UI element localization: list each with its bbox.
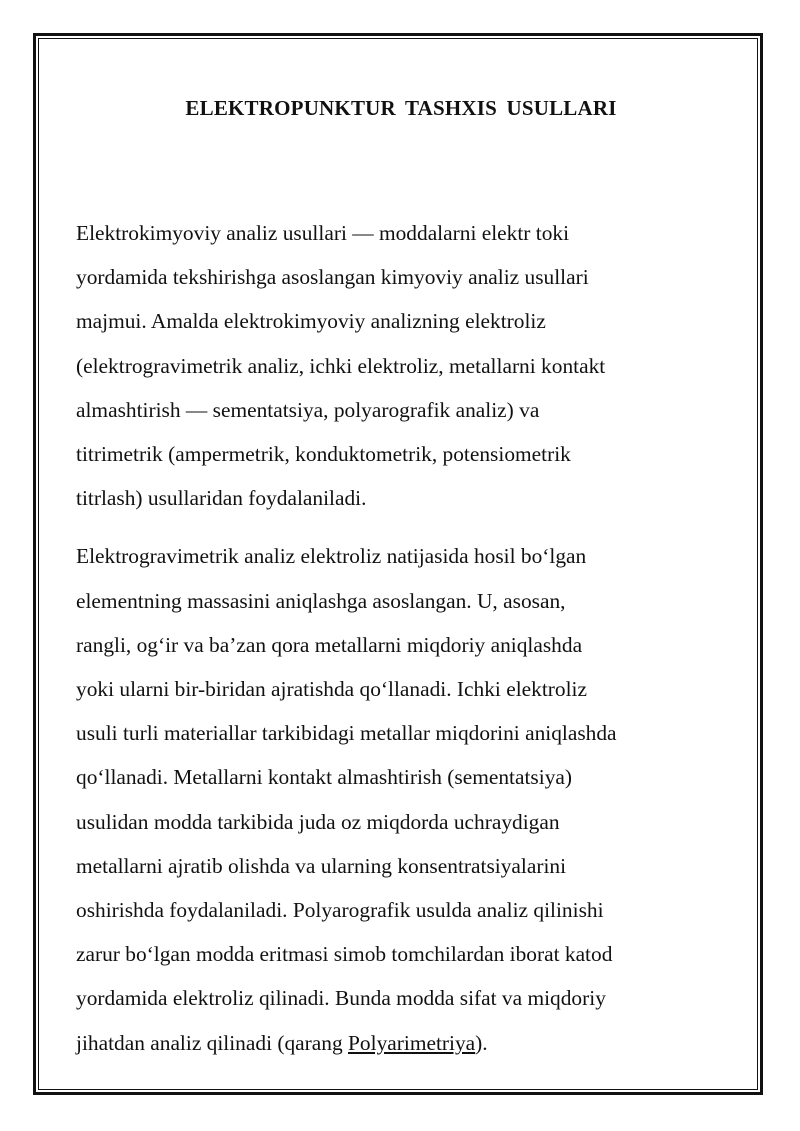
text-line: majmui. Amalda elektrokimyoviy analizning elektroliz [76, 309, 546, 334]
text-line: titrlash) usullaridan foydalaniladi. [76, 486, 367, 511]
last-line-suffix: ). [475, 1030, 488, 1055]
polyarimetriya-link[interactable]: Polyarimetriya [348, 1030, 476, 1055]
text-line: zarur bo‘lgan modda eritmasi simob tomchilardan iborat katod [76, 942, 613, 967]
text-line: titrimetrik (ampermetrik, konduktometrik, potensiometrik [76, 442, 571, 467]
text-line: almashtirish — sementatsiya, polyarografik analiz) va [76, 397, 540, 422]
text-line: rangli, og‘ir va ba’zan qora metallarni miqdoriy aniqlashda [76, 632, 583, 657]
paragraph-1 [76, 211, 726, 520]
text-line: yoki ularni bir-biridan ajratishda qo‘llanadi. Ichki elektroliz [76, 677, 587, 702]
text-line: elementning massasini aniqlashga asoslangan. U, asosan, [76, 588, 566, 613]
text-line: metallarni ajratib olishda va ularning konsentratsiyalarini [76, 853, 567, 878]
text-line: usuli turli materiallar tarkibidagi metallar miqdorini aniqlashda [76, 721, 617, 746]
text-line: oshirishda foydalaniladi. Polyarografik usulda analiz qilinishi [76, 898, 604, 923]
document-body [76, 90, 726, 1065]
document-title: ELEKTROPUNKTUR TASHXIS USULLARI [185, 96, 617, 120]
text-line: (elektrogravimetrik analiz, ichki elektroliz, metallarni kontakt [76, 353, 606, 378]
text-line: qo‘llanadi. Metallarni kontakt almashtirish (sementatsiya) [76, 765, 573, 790]
text-line: usulidan modda tarkibida juda oz miqdorda uchraydigan [76, 809, 560, 834]
text-line: yordamida elektroliz qilinadi. Bunda modda sifat va miqdoriy [76, 986, 606, 1011]
paragraph-2 [76, 534, 726, 1064]
text-line: yordamida tekshirishga asoslangan kimyoviy analiz usullari [76, 265, 589, 290]
text-line: Elektrogravimetrik analiz elektroliz natijasida hosil bo‘lgan [76, 544, 587, 569]
text-line: Elektrokimyoviy analiz usullari — moddalarni elektr toki [76, 221, 570, 245]
last-text-line [76, 1021, 726, 1065]
last-line-prefix: jihatdan analiz qilinadi (qarang [76, 1030, 349, 1055]
